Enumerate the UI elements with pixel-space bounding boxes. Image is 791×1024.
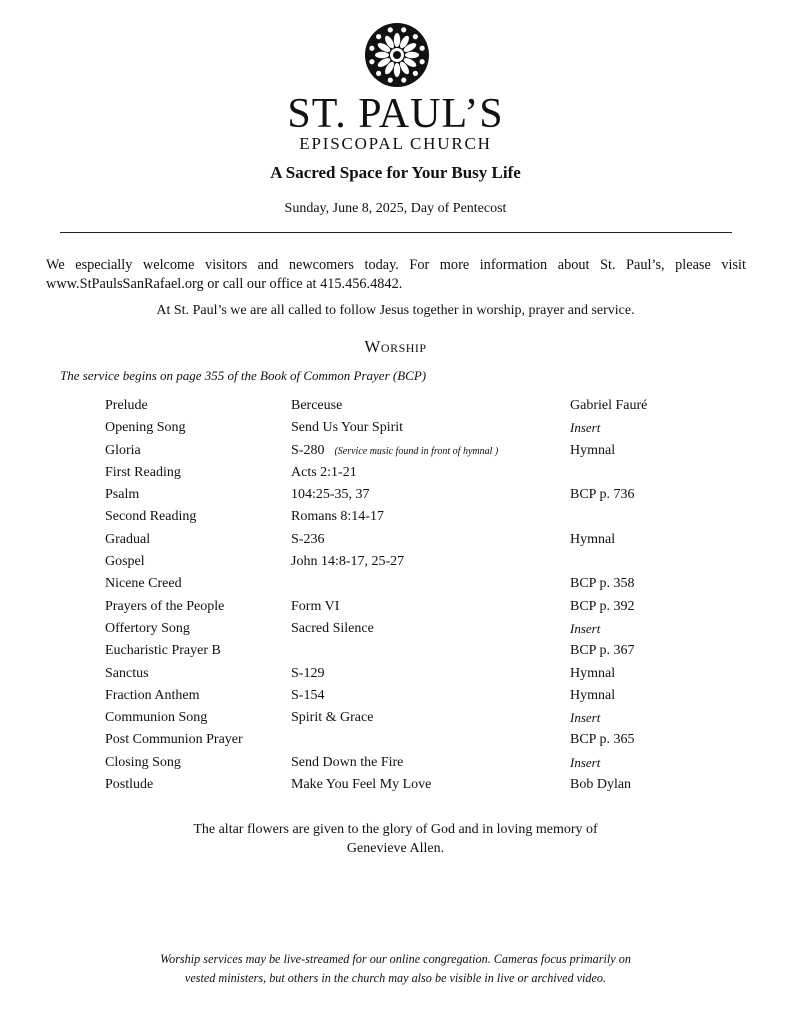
divider	[60, 232, 732, 233]
service-title-text: Berceuse	[291, 398, 343, 413]
service-part: Eucharistic Prayer B	[105, 643, 221, 659]
service-part: Postlude	[105, 777, 154, 793]
service-row	[105, 687, 705, 709]
rose-window-icon	[364, 22, 430, 88]
service-title	[291, 776, 431, 794]
altar-flowers-note	[0, 820, 791, 858]
service-title	[291, 464, 357, 482]
service-title-text: S-129	[291, 665, 325, 681]
service-row	[105, 397, 705, 419]
service-row	[105, 665, 705, 687]
service-row	[105, 531, 705, 553]
service-part: Prayers of the People	[105, 598, 225, 614]
worship-heading: Worship	[364, 337, 427, 356]
service-row	[105, 575, 705, 597]
service-title	[291, 687, 324, 705]
stream-line-2: vested ministers, but others in the church may also be visible in live or archived video.	[184, 971, 607, 985]
service-row	[105, 754, 705, 776]
service-title-text: Sacred Silence	[291, 620, 374, 636]
service-music-note: (Service music found in front of hymnal )	[334, 445, 499, 457]
service-title-text: Acts 2:1-21	[291, 464, 357, 480]
service-source: Gabriel Fauré	[570, 398, 648, 413]
service-source: Hymnal	[570, 665, 616, 681]
service-title	[291, 419, 403, 437]
service-title	[291, 620, 374, 638]
service-title	[291, 709, 373, 727]
service-title	[291, 397, 342, 415]
service-title-text: Send Down the Fire	[291, 754, 404, 770]
service-title-text: John 14:8-17, 25-27	[291, 554, 405, 570]
welcome-paragraph: We especially welcome visitors and newcomers today. For more information about St. Paul’s, please visit www.StPaulsSanRafael.org or call our office at 415.456.4842.	[46, 257, 746, 292]
service-source: Insert	[570, 420, 601, 436]
service-row	[105, 620, 705, 642]
service-source: Insert	[570, 620, 601, 636]
service-source: BCP p. 365	[570, 732, 635, 748]
service-source: BCP p. 367	[570, 643, 635, 659]
service-title-text: 104:25-35, 37	[291, 487, 370, 503]
rose-petal	[375, 52, 389, 58]
service-row	[105, 776, 705, 798]
service-part: Offertory Song	[105, 620, 190, 636]
service-part: Gospel	[105, 554, 145, 570]
service-row	[105, 464, 705, 486]
service-row	[105, 709, 705, 731]
service-part: First Reading	[105, 464, 181, 480]
rose-petal	[394, 63, 400, 77]
service-part: Closing Song	[105, 754, 181, 770]
rose-petal	[394, 33, 400, 47]
service-title	[291, 598, 339, 616]
service-row	[105, 486, 705, 508]
service-part: Psalm	[105, 487, 140, 503]
service-title-text: Make You Feel My Love	[291, 777, 432, 793]
service-part: Post Communion Prayer	[105, 732, 243, 748]
service-title-text: Form VI	[291, 598, 340, 614]
service-source: BCP p. 358	[570, 576, 635, 592]
service-title-text: S-154	[291, 687, 325, 703]
service-row	[105, 553, 705, 575]
service-row	[105, 598, 705, 620]
service-date: Sunday, June 8, 2025, Day of Pentecost	[284, 201, 507, 216]
service-source: Hymnal	[570, 442, 616, 458]
service-row	[105, 508, 705, 530]
service-part: Second Reading	[105, 509, 197, 525]
flowers-line-1: The altar flowers are given to the glory of God and in loving memory of	[193, 822, 598, 837]
service-part: Gradual	[105, 531, 151, 547]
service-title	[291, 754, 403, 772]
order-of-service	[105, 397, 705, 798]
service-part: Prelude	[105, 398, 148, 413]
rose-petal	[405, 52, 419, 58]
service-title	[291, 531, 324, 549]
service-part: Nicene Creed	[105, 576, 182, 592]
service-title-text: S-280	[291, 442, 325, 458]
service-source: Hymnal	[570, 687, 616, 703]
service-title	[291, 553, 404, 571]
service-source: Insert	[570, 710, 601, 726]
service-source: Bob Dylan	[570, 777, 632, 793]
flowers-line-2: Genevieve Allen.	[346, 841, 445, 856]
service-source: BCP p. 736	[570, 487, 635, 503]
service-row	[105, 419, 705, 441]
service-part: Communion Song	[105, 710, 208, 726]
service-part: Sanctus	[105, 665, 149, 681]
service-title	[291, 665, 324, 683]
service-row	[105, 642, 705, 664]
livestream-notice	[0, 950, 791, 988]
church-name: ST. PAUL’S	[287, 91, 504, 137]
service-title	[291, 486, 370, 504]
tagline: A Sacred Space for Your Busy Life	[270, 163, 521, 182]
stream-line-1: Worship services may be live-streamed for our online congregation. Cameras focus primarily on	[160, 952, 631, 966]
service-title-text: Romans 8:14-17	[291, 509, 384, 525]
mission-statement: At St. Paul’s we are all called to follow Jesus together in worship, prayer and service.	[156, 303, 635, 318]
service-title	[291, 442, 498, 461]
service-part: Gloria	[105, 442, 141, 458]
service-row	[105, 731, 705, 753]
bcp-note: The service begins on page 355 of the Book of Common Prayer (BCP)	[60, 368, 427, 383]
service-source: Insert	[570, 754, 601, 770]
service-part: Fraction Anthem	[105, 687, 200, 703]
service-source: BCP p. 392	[570, 598, 635, 614]
service-title-text: Spirit & Grace	[291, 710, 374, 726]
service-row	[105, 442, 705, 464]
service-title	[291, 508, 384, 526]
service-title-text: Send Us Your Spirit	[291, 420, 404, 436]
service-title-text: S-236	[291, 531, 325, 547]
church-subtitle: EPISCOPAL CHURCH	[299, 134, 492, 153]
service-part: Opening Song	[105, 420, 186, 436]
service-source: Hymnal	[570, 531, 616, 547]
